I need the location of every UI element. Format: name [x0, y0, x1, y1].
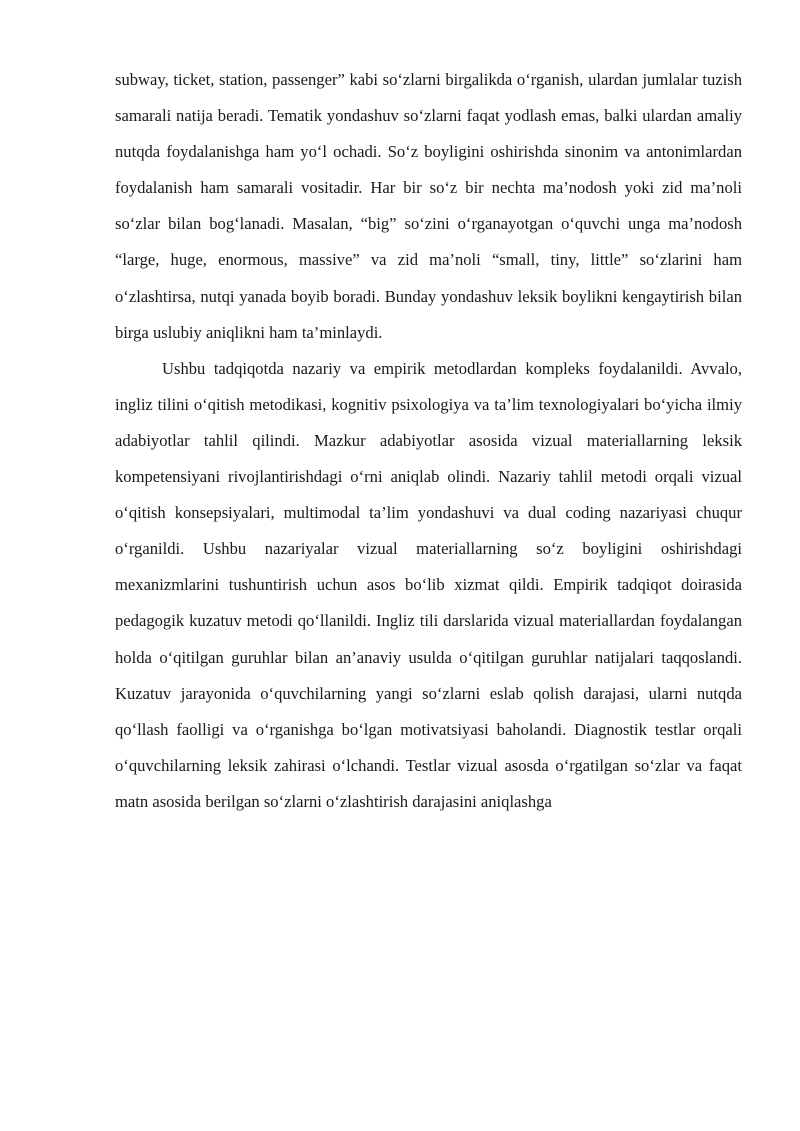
body-paragraph-1: subway, ticket, station, passenger” kabi so‘zlarni birgalikda o‘rganish, ulardan jumlalar tuzish samarali natija beradi. Tematik yondashuv so‘zlarni faqat yodlash emas, balki ulardan amaliy nutqda foydalanishga ham yo‘l ochadi. So‘z boyligini oshirishda sinonim va antonimlardan foydalanish ham samarali vositadir. Har bir so‘z bir nechta ma’nodosh yoki zid ma’noli so‘zlar bilan bog‘lanadi. Masalan, “big” so‘zini o‘rganayotgan o‘quvchi unga ma’nodosh “large, huge, enormous, massive” va zid ma’noli “small, tiny, little” so‘zlarini ham o‘zlashtirsa, nutqi yanada boyib boradi. Bunday yondashuv leksik boylikni kengaytirish bilan birga uslubiy aniqlikni ham ta’minlaydi. — [115, 70, 742, 342]
document-page — [115, 62, 742, 820]
body-paragraph-2: Ushbu tadqiqotda nazariy va empirik metodlardan kompleks foydalanildi. Avvalo, ingliz tilini o‘qitish metodikasi, kognitiv psixologiya va ta’lim texnologiyalari bo‘yicha ilmiy adabiyotlar tahlil qilindi. Mazkur adabiyotlar asosida vizual materiallarning leksik kompetensiyani rivojlantirishdagi o‘rni aniqlab olindi. Nazariy tahlil metodi orqali vizual o‘qitish konsepsiyalari, multimodal ta’lim yondashuvi va dual coding nazariyasi chuqur o‘rganildi. Ushbu nazariyalar vizual materiallarning so‘z boyligini oshirishdagi mexanizmlarini tushuntirish uchun asos bo‘lib xizmat qildi. Empirik tadqiqot doirasida pedagogik kuzatuv metodi qo‘llanildi. Ingliz tili darslarida vizual materiallardan foydalangan holda o‘qitilgan guruhlar bilan an’anaviy usulda o‘qitilgan guruhlar natijalari taqqoslandi. Kuzatuv jarayonida o‘quvchilarning yangi so‘zlarni eslab qolish darajasi, ularni nutqda qo‘llash faolligi va o‘rganishga bo‘lgan motivatsiyasi baholandi. Diagnostik testlar orqali o‘quvchilarning leksik zahirasi o‘lchandi. Testlar vizual asosda o‘rgatilgan so‘zlar va faqat matn asosida berilgan so‘zlarni o‘zlashtirish darajasini aniqlashga — [115, 358, 742, 811]
